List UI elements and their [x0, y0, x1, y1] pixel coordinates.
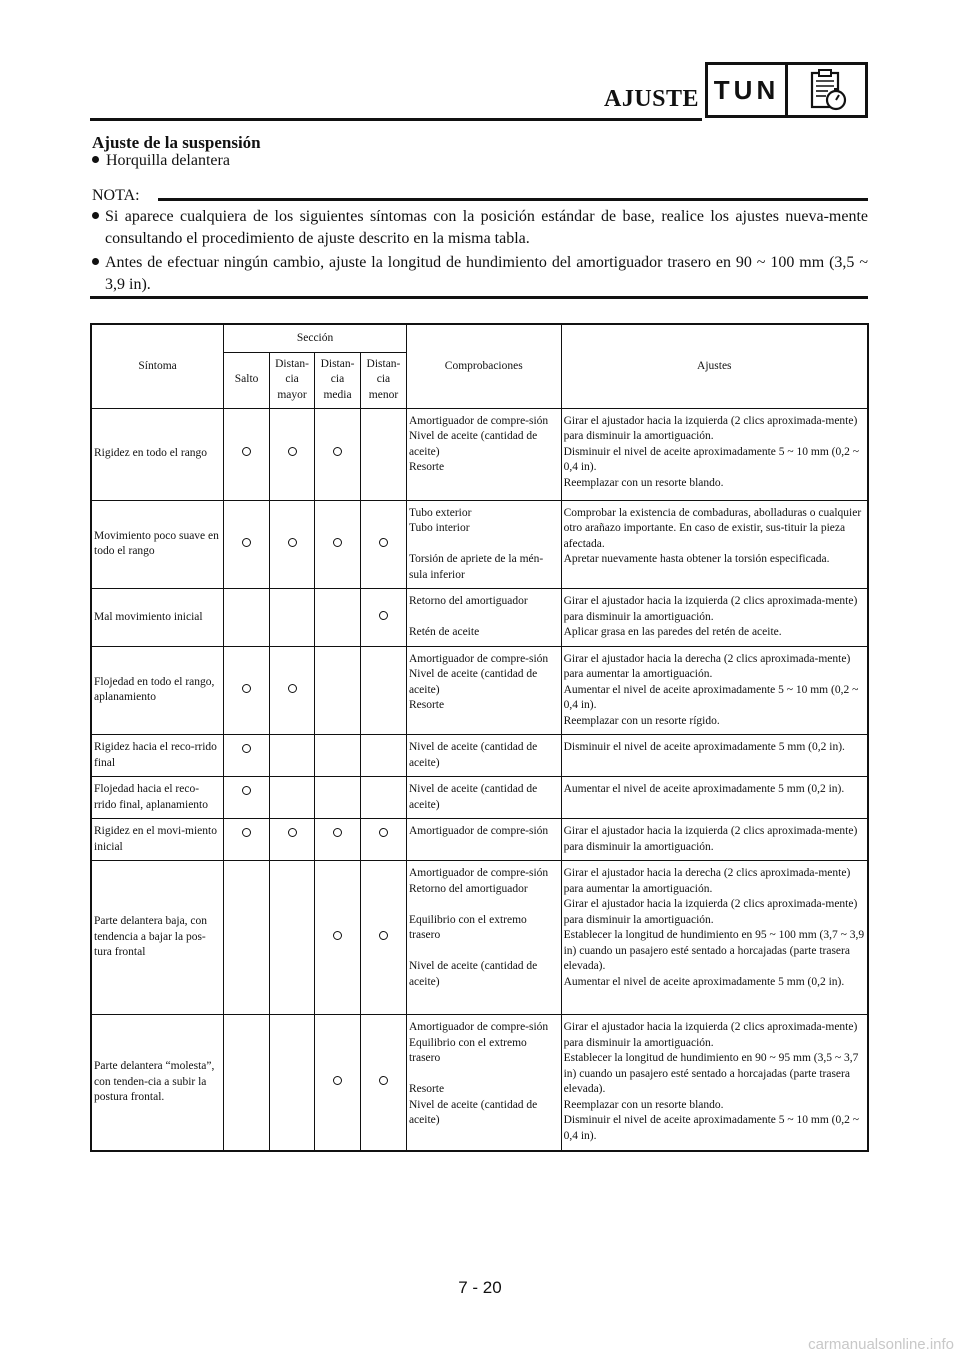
circle-mark-icon: [379, 931, 388, 940]
circle-mark-icon: [379, 611, 388, 620]
checks-cell: [406, 861, 561, 1015]
circle-mark-icon: [333, 1076, 342, 1085]
adjust-line: Aumentar el nivel de aceite aproximadamente 5 ~ 10 mm (0,2 ~ 0,4 in).: [563, 683, 859, 711]
icon-box: [788, 62, 868, 118]
adjust-cell: [561, 819, 868, 861]
check-line: Retorno del amortiguador: [408, 882, 528, 895]
table-row: [91, 735, 868, 777]
section-mark-cell: [315, 408, 361, 500]
section-mark-cell: [270, 646, 315, 735]
circle-mark-icon: [333, 538, 342, 547]
check-line: Nivel de aceite (cantidad de aceite): [408, 430, 538, 458]
check-line: Amortiguador de compre-sión: [408, 414, 549, 427]
circle-mark-icon: [242, 786, 251, 795]
checks-cell: [406, 408, 561, 500]
check-line: Torsión de apriete de la mén-sula inferior: [408, 553, 544, 581]
adjust-line: Girar el ajustador hacia la izquierda (2 clics aproximada-mente) para disminuir la amortiguación.: [563, 595, 858, 623]
circle-mark-icon: [242, 538, 251, 547]
section-mark-cell: [360, 500, 406, 589]
header-small: Distan-cia menor: [360, 352, 406, 408]
checks-cell: [406, 589, 561, 647]
symptom-cell: Flojedad hacia el reco-rrido final, aplanamiento: [91, 777, 224, 819]
clipboard-stopwatch-icon: [804, 67, 850, 113]
checks-cell: [406, 646, 561, 735]
circle-mark-icon: [333, 447, 342, 456]
symptom-cell: Parte delantera baja, con tendencia a bajar la pos-tura frontal: [91, 861, 224, 1015]
symptom-cell: Movimiento poco suave en todo el rango: [91, 500, 224, 589]
circle-mark-icon: [242, 828, 251, 837]
check-line: Resorte: [408, 699, 445, 711]
watermark: carmanualsonline.info: [808, 1336, 954, 1353]
bullet-icon: [92, 156, 99, 163]
adjust-cell: [561, 777, 868, 819]
adjust-line: Reemplazar con un resorte rígido.: [563, 714, 720, 727]
check-line: Equilibrio con el extremo trasero: [408, 913, 527, 941]
adjust-line: Aplicar grasa en las paredes del retén de aceite.: [563, 626, 782, 638]
section-mark-cell: [270, 735, 315, 777]
section-mark-cell: [315, 646, 361, 735]
section-mark-cell: [224, 408, 270, 500]
section-mark-cell: [270, 777, 315, 819]
check-line: Nivel de aceite (cantidad de aceite): [408, 741, 538, 769]
bullet-icon: [92, 258, 99, 265]
adjust-line: Reemplazar con un resorte blando.: [563, 1098, 724, 1111]
section-mark-cell: [270, 1015, 315, 1151]
adjust-cell: [561, 861, 868, 1015]
section-mark-cell: [270, 589, 315, 647]
section-mark-cell: [224, 500, 270, 589]
note-bottom-rule: [90, 296, 868, 299]
adjust-line: Disminuir el nivel de aceite aproximadamente 5 ~ 10 mm (0,2 ~ 0,4 in).: [563, 1114, 859, 1142]
note-item: [92, 206, 868, 250]
checks-cell: [406, 735, 561, 777]
section-mark-cell: [315, 777, 361, 819]
header-large: Distan-cia mayor: [270, 352, 315, 408]
note-item-text: Antes de efectuar ningún cambio, ajuste la longitud de hundimiento del amortiguador trasero en 90 ~ 100 mm (3,5 ~ 3,9 in).: [105, 254, 868, 293]
section-mark-cell: [315, 589, 361, 647]
section-mark-cell: [315, 500, 361, 589]
suspension-table: [90, 323, 869, 1152]
adjust-line: Comprobar la existencia de combaduras, abolladuras o cualquier otro arañazo importante. En caso de existir, sus-tituir la pieza afectada.: [563, 506, 862, 550]
table-row: [91, 646, 868, 735]
check-line: Tubo exterior: [408, 506, 472, 519]
circle-mark-icon: [288, 684, 297, 693]
adjust-line: Girar el ajustador hacia la izquierda (2 clics aproximada-mente) para disminuir la amortiguación.: [563, 414, 858, 442]
section-mark-cell: [224, 777, 270, 819]
check-line: Resorte: [408, 461, 445, 473]
section-mark-cell: [270, 500, 315, 589]
adjust-line: Girar el ajustador hacia la derecha (2 clics aproximada-mente) para aumentar la amortiguación.: [563, 652, 851, 680]
table-row: [91, 408, 868, 500]
adjust-cell: [561, 735, 868, 777]
adjust-line: Apretar nuevamente hasta obtener la torsión especificada.: [563, 553, 830, 565]
symptom-cell: Rigidez en todo el rango: [91, 408, 224, 500]
section-mark-cell: [224, 819, 270, 861]
note-label: NOTA:: [92, 187, 140, 204]
header-checks: Comprobaciones: [406, 324, 561, 408]
section-mark-cell: [270, 819, 315, 861]
section-mark-cell: [315, 819, 361, 861]
check-line: Retorno del amortiguador: [408, 595, 528, 607]
check-line: [409, 944, 559, 960]
subitem-text: Horquilla delantera: [106, 152, 230, 169]
section-mark-cell: [224, 735, 270, 777]
note-item: [92, 252, 868, 296]
adjust-cell: [561, 408, 868, 500]
note-rule: [158, 198, 868, 201]
check-line: Nivel de aceite (cantidad de aceite): [408, 1098, 538, 1126]
adjust-line: Establecer la longitud de hundimiento en 95 ~ 100 mm (3,7 ~ 3,9 in) cuando un pasajero esté sentado a horcajadas (parte trasera elevada).: [563, 929, 865, 972]
check-line: Amortiguador de compre-sión: [408, 867, 549, 879]
circle-mark-icon: [379, 538, 388, 547]
check-line: Retén de aceite: [408, 626, 480, 638]
adjust-cell: [561, 500, 868, 589]
adjust-line: Establecer la longitud de hundimiento en 90 ~ 95 mm (3,5 ~ 3,7 in) cuando un pasajero esté sentado a horcajadas (parte trasera elevada).: [563, 1052, 859, 1095]
section-mark-cell: [360, 735, 406, 777]
table-row: [91, 819, 868, 861]
section-mark-cell: [360, 777, 406, 819]
section-mark-cell: [224, 1015, 270, 1151]
note-item-text: Si aparece cualquiera de los siguientes síntomas con la posición estándar de base, realice los ajustes nueva-mente consultando el procedimiento de ajuste descrito en la misma tabla.: [105, 208, 868, 247]
check-line: Tubo interior: [408, 522, 470, 534]
symptom-cell: Mal movimiento inicial: [91, 589, 224, 647]
bullet-icon: [92, 212, 99, 219]
section-mark-cell: [360, 861, 406, 1015]
adjust-line: Disminuir el nivel de aceite aproximadamente 5 ~ 10 mm (0,2 ~ 0,4 in).: [563, 445, 859, 473]
adjust-line: Aumentar el nivel de aceite aproximadamente 5 mm (0,2 in).: [563, 783, 845, 795]
checks-cell: [406, 819, 561, 861]
circle-mark-icon: [288, 828, 297, 837]
section-mark-cell: [360, 589, 406, 647]
header-symptom: Síntoma: [91, 324, 224, 408]
header-adjust: Ajustes: [561, 324, 868, 408]
header-medium: Distan-cia media: [315, 352, 361, 408]
check-line: [409, 1067, 559, 1083]
section-mark-cell: [270, 861, 315, 1015]
check-line: [409, 537, 559, 553]
section-subitem: [92, 152, 230, 170]
circle-mark-icon: [242, 447, 251, 456]
check-line: Nivel de aceite (cantidad de aceite): [408, 783, 538, 811]
table-row: [91, 589, 868, 647]
header-title: AJUSTE: [604, 86, 700, 112]
check-line: Amortiguador de compre-sión: [408, 825, 549, 837]
table-row: [91, 777, 868, 819]
tun-tab: TUN: [705, 62, 788, 118]
adjust-line: Girar el ajustador hacia la izquierda (2 clics aproximada-mente) para disminuir la amortiguación.: [563, 898, 858, 926]
header-section: Sección: [224, 324, 407, 352]
section-mark-cell: [224, 861, 270, 1015]
circle-mark-icon: [242, 744, 251, 753]
circle-mark-icon: [288, 447, 297, 456]
check-line: Nivel de aceite (cantidad de aceite): [408, 960, 538, 988]
adjust-line: Aumentar el nivel de aceite aproximadamente 5 mm (0,2 in).: [563, 975, 845, 988]
check-line: Nivel de aceite (cantidad de aceite): [408, 668, 538, 696]
table-row: [91, 1015, 868, 1151]
adjust-line: Girar el ajustador hacia la derecha (2 clics aproximada-mente) para aumentar la amortiguación.: [563, 867, 851, 895]
adjust-line: Girar el ajustador hacia la izquierda (2 clics aproximada-mente) para disminuir la amortiguación.: [563, 825, 858, 853]
section-title: Ajuste de la suspensión: [92, 133, 261, 152]
adjust-line: Girar el ajustador hacia la izquierda (2 clics aproximada-mente) para disminuir la amortiguación.: [563, 1021, 858, 1049]
section-mark-cell: [224, 589, 270, 647]
section-mark-cell: [315, 735, 361, 777]
check-line: Amortiguador de compre-sión: [408, 652, 549, 665]
check-line: [409, 610, 559, 626]
header-rule: [90, 118, 702, 121]
symptom-cell: Parte delantera “molesta”, con tenden-cia a subir la postura frontal.: [91, 1015, 224, 1151]
section-mark-cell: [360, 646, 406, 735]
table-row: [91, 861, 868, 1015]
adjust-cell: [561, 646, 868, 735]
check-line: Resorte: [408, 1083, 445, 1095]
adjust-cell: [561, 589, 868, 647]
table-header-row: [91, 324, 868, 352]
checks-cell: [406, 1015, 561, 1151]
table-row: [91, 500, 868, 589]
symptom-cell: Rigidez en el movi-miento inicial: [91, 819, 224, 861]
page-number: 7 - 20: [458, 1278, 502, 1297]
header-jump: Salto: [224, 352, 270, 408]
checks-cell: [406, 500, 561, 589]
circle-mark-icon: [379, 1076, 388, 1085]
adjust-cell: [561, 1015, 868, 1151]
checks-cell: [406, 777, 561, 819]
check-line: Amortiguador de compre-sión: [408, 1021, 549, 1033]
adjust-line: Reemplazar con un resorte blando.: [563, 476, 724, 489]
section-mark-cell: [360, 408, 406, 500]
section-mark-cell: [315, 1015, 361, 1151]
circle-mark-icon: [379, 828, 388, 837]
check-line: Equilibrio con el extremo trasero: [408, 1036, 527, 1064]
section-mark-cell: [270, 408, 315, 500]
circle-mark-icon: [333, 931, 342, 940]
section-mark-cell: [360, 1015, 406, 1151]
section-mark-cell: [224, 646, 270, 735]
check-line: [409, 897, 559, 913]
symptom-cell: Rigidez hacia el reco-rrido final: [91, 735, 224, 777]
adjust-line: Disminuir el nivel de aceite aproximadamente 5 mm (0,2 in).: [563, 741, 845, 753]
circle-mark-icon: [333, 828, 342, 837]
section-mark-cell: [315, 861, 361, 1015]
symptom-cell: Flojedad en todo el rango, aplanamiento: [91, 646, 224, 735]
circle-mark-icon: [242, 684, 251, 693]
section-mark-cell: [360, 819, 406, 861]
circle-mark-icon: [288, 538, 297, 547]
